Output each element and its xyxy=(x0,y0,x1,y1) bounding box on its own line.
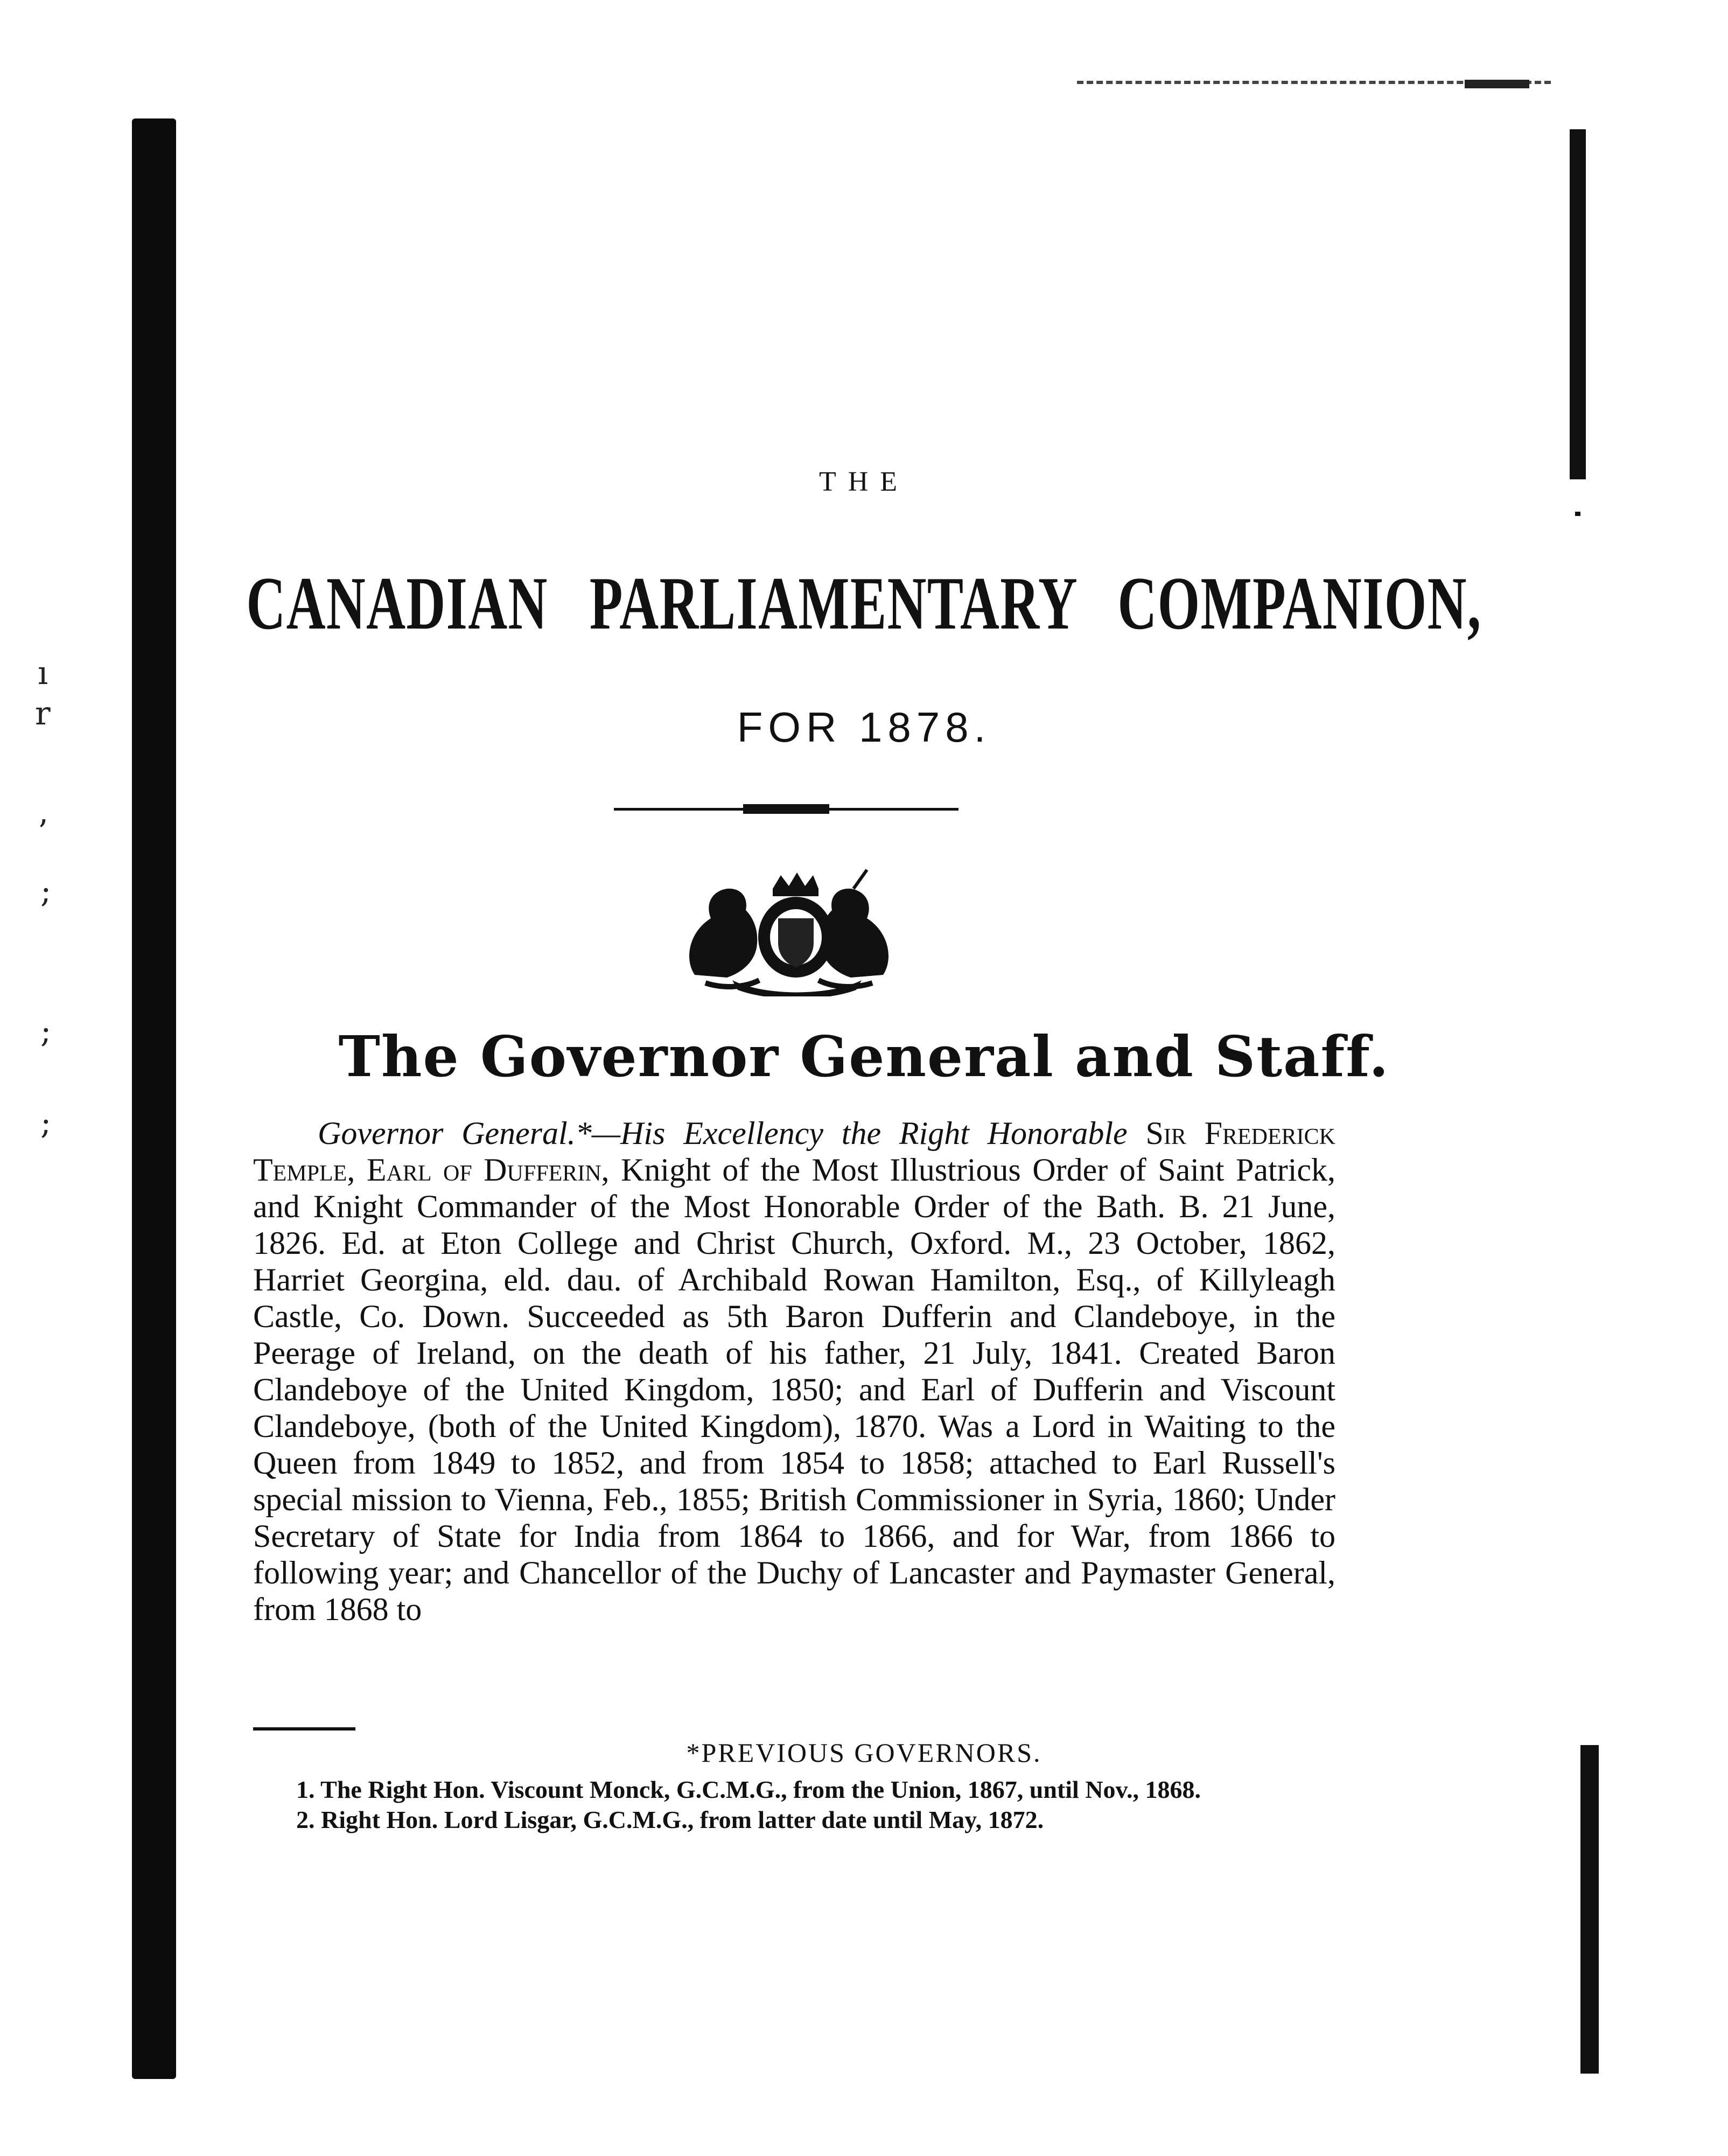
title-the: THE xyxy=(818,466,910,497)
edge-mark: ; xyxy=(40,1104,52,1142)
binding-edge xyxy=(132,118,176,2079)
edge-mark: r xyxy=(35,695,51,732)
footnote-item: 1. The Right Hon. Viscount Monck, G.C.M.G., from the Union, 1867, until Nov., 1868. xyxy=(296,1776,1201,1803)
right-margin-rule xyxy=(1580,1745,1599,2074)
edge-mark: ı xyxy=(38,654,48,692)
biography-text: Knight of the Most Illustrious Order of Saint Patrick, and Knight Commander of the Most Honorable Order of the Bath. B. 21 June, 1826. Ed. at Eton College and Christ Church, Oxford. M., 23 October, 1862, Harriet Georgina, eld. dau. of Archibald Rowan Hamilton, Esq., of Killyleagh Castle, Co. Down. Succeeded as 5th Baron Dufferin and Clandeboye, in the Peerage of Ireland, on the death of his father, 21 July, 1841. Created Baron Clandeboye of the United Kingdom, 1850; and Earl of Dufferin and Viscount Clandeboye, (both of the United Kingdom), 1870. Was a Lord in Waiting to the Queen from 1849 to 1852, and from 1854 to 1858; attached to Earl Russell's special mission to Vienna, Feb., 1855; British Commissioner in Syria, 1860; Under Secretary of State for India from 1864 to 1866, and for War, from 1866 to following year; and Chancellor of the Duchy of Lancaster and Paymaster General, from 1868 to xyxy=(253,1152,1336,1627)
footnote-rule xyxy=(253,1727,355,1731)
right-margin-rule xyxy=(1575,512,1580,516)
footnote-item: 2. Right Hon. Lord Lisgar, G.C.M.G., from latter date until May, 1872. xyxy=(296,1806,1044,1833)
page-title: CANADIAN PARLIAMENTARY COMPANION, xyxy=(246,562,1482,645)
footnote-heading: *PREVIOUS GOVERNORS. xyxy=(686,1738,1042,1768)
top-edge-mark xyxy=(1465,80,1529,88)
governor-biography xyxy=(253,1115,1335,1628)
ornamental-rule-center xyxy=(743,804,829,814)
biography-lead: Governor General.*—His Excellency the Right Honorable xyxy=(318,1115,1128,1151)
edge-mark: ; xyxy=(40,873,52,910)
footnote-list xyxy=(253,1775,1335,1835)
edition-year: FOR 1878. xyxy=(737,703,991,751)
right-margin-rule xyxy=(1570,129,1586,479)
edge-mark: ; xyxy=(40,1013,52,1050)
royal-coat-of-arms-icon xyxy=(673,867,905,996)
governor-name: Sir Frederick Temple, Earl of Dufferin, xyxy=(253,1115,1336,1188)
edge-mark: ’ xyxy=(38,813,48,851)
section-heading: The Governor General and Staff. xyxy=(338,1023,1390,1090)
